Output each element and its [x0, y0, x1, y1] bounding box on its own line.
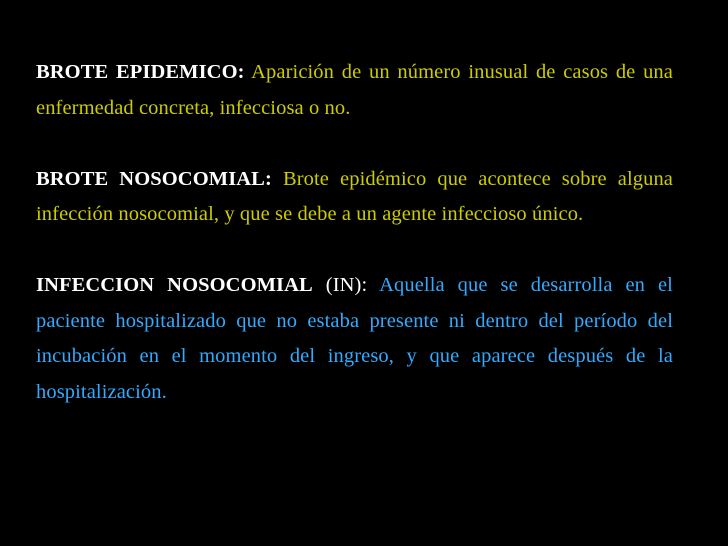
definition-text-brote-epidemico: Aparición de un número inusual de casos de una enfermedad concreta, infecciosa o no.	[36, 61, 673, 119]
term-infeccion-nosocomial: INFECCION NOSOCOMIAL	[36, 274, 313, 296]
definition-brote-nosocomial	[36, 162, 673, 233]
definition-text-brote-nosocomial: Brote epidémico que acontece sobre alguna infección nosocomial, y que se debe a un agente infeccioso único.	[36, 167, 673, 225]
definition-infeccion-nosocomial	[36, 268, 673, 410]
abbreviation-in: (IN):	[325, 274, 368, 296]
term-brote-epidemico: BROTE EPIDEMICO:	[36, 61, 245, 83]
definition-text-infeccion-nosocomial: Aquella que se desarrolla en el paciente hospitalizado que no estaba presente ni dentro del período del incubación en el momento del ingreso, y que aparece después de la hospitalización.	[36, 274, 673, 403]
definition-brote-epidemico	[36, 55, 673, 126]
term-brote-nosocomial: BROTE NOSOCOMIAL:	[36, 167, 272, 190]
slide-content	[36, 55, 673, 446]
